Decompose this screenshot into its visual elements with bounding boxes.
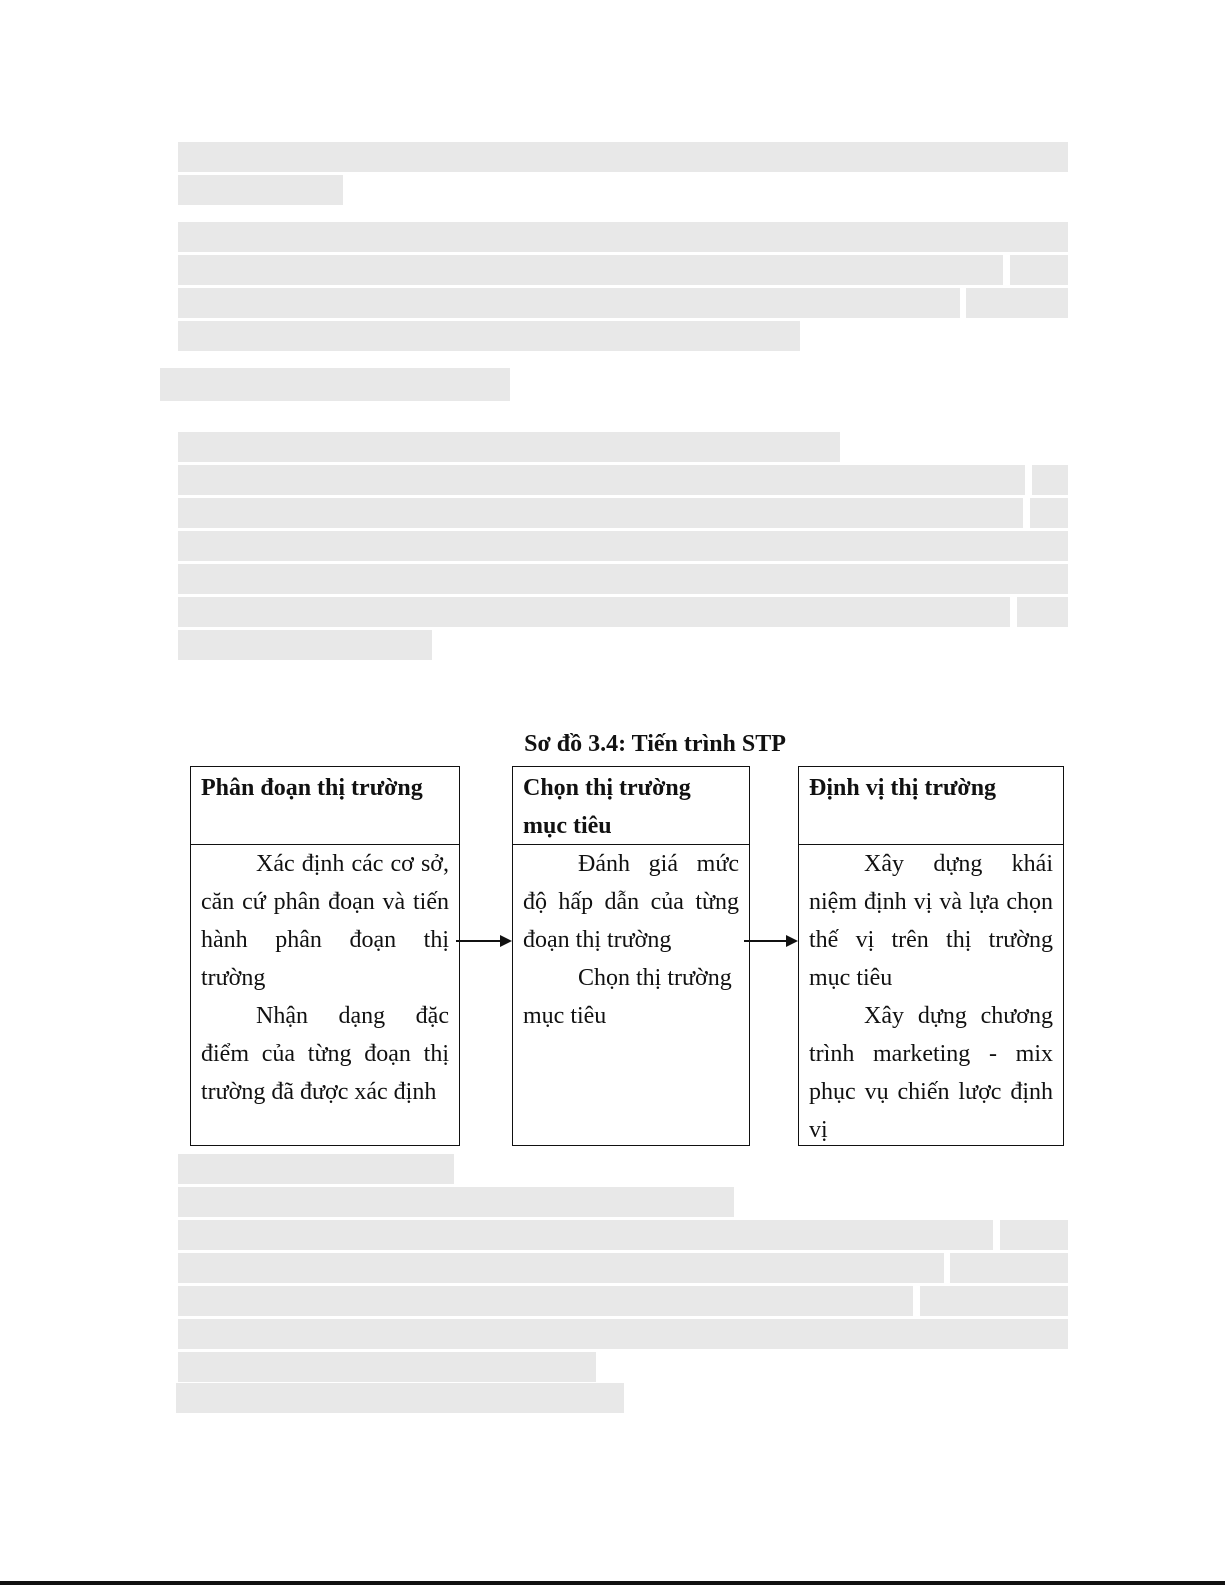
redacted-text-line	[920, 1286, 1068, 1316]
redacted-text-line	[1030, 498, 1068, 528]
box-heading: Chọn thị trường mục tiêu	[513, 767, 749, 845]
box-paragraph: Chọn thị trường mục tiêu	[523, 965, 732, 1029]
box-heading: Định vị thị trường	[799, 767, 1063, 845]
page-bottom-rule	[0, 1581, 1225, 1585]
box-paragraph: Xây dựng khái niệm định vị và lựa chọn thế vị trên thị trường mục tiêu	[809, 851, 1053, 991]
redacted-text-line	[950, 1253, 1068, 1283]
redacted-text-line	[1010, 255, 1068, 285]
redacted-text-line	[178, 531, 1068, 561]
redacted-text-line	[178, 321, 800, 351]
redacted-text-line	[178, 1319, 1068, 1349]
diagram-title: Sơ đồ 3.4: Tiến trình STP	[524, 731, 786, 757]
box-paragraph: Nhận dạng đặc điểm của từng đoạn thị trường đã được xác định	[201, 1003, 449, 1105]
redacted-text-line	[178, 597, 1010, 627]
redacted-text-line	[178, 1253, 944, 1283]
redacted-text-line	[178, 175, 343, 205]
redacted-text-line	[178, 1352, 596, 1382]
redacted-text-line	[178, 498, 1023, 528]
redacted-text-line	[178, 1286, 913, 1316]
box-paragraph: Đánh giá mức độ hấp dẫn của từng đoạn thị trường	[523, 851, 739, 953]
redacted-heading	[160, 368, 510, 401]
redacted-text-line	[178, 255, 1003, 285]
redacted-text-line	[966, 288, 1068, 318]
stp-box-positioning	[798, 766, 1064, 1146]
redacted-text-line	[178, 222, 1068, 252]
redacted-text-line	[178, 1154, 454, 1184]
redacted-text-line	[1000, 1220, 1068, 1250]
redacted-text-line	[178, 1187, 734, 1217]
box-paragraph: Xác định các cơ sở, căn cứ phân đoạn và tiến hành phân đoạn thị trường	[201, 851, 449, 991]
redacted-text-line	[178, 288, 960, 318]
redacted-text-line	[178, 630, 432, 660]
stp-box-targeting	[512, 766, 750, 1146]
redacted-text-line	[176, 1383, 624, 1413]
redacted-text-line	[1032, 465, 1068, 495]
redacted-text-line	[178, 1220, 993, 1250]
box-paragraph: Xây dựng chương trình marketing - mix phục vụ chiến lược định vị	[809, 1003, 1053, 1143]
redacted-text-line	[178, 432, 840, 462]
redacted-text-line	[178, 142, 1068, 172]
arrow-right-icon	[456, 930, 516, 952]
redacted-text-line	[1017, 597, 1068, 627]
box-body	[799, 845, 1063, 1145]
stp-box-segmentation	[190, 766, 460, 1146]
box-heading: Phân đoạn thị trường	[191, 767, 459, 845]
redacted-text-line	[178, 465, 1025, 495]
redacted-text-line	[178, 564, 1068, 594]
box-body	[191, 845, 459, 1145]
arrow-right-icon	[744, 930, 802, 952]
box-body	[513, 845, 749, 1145]
